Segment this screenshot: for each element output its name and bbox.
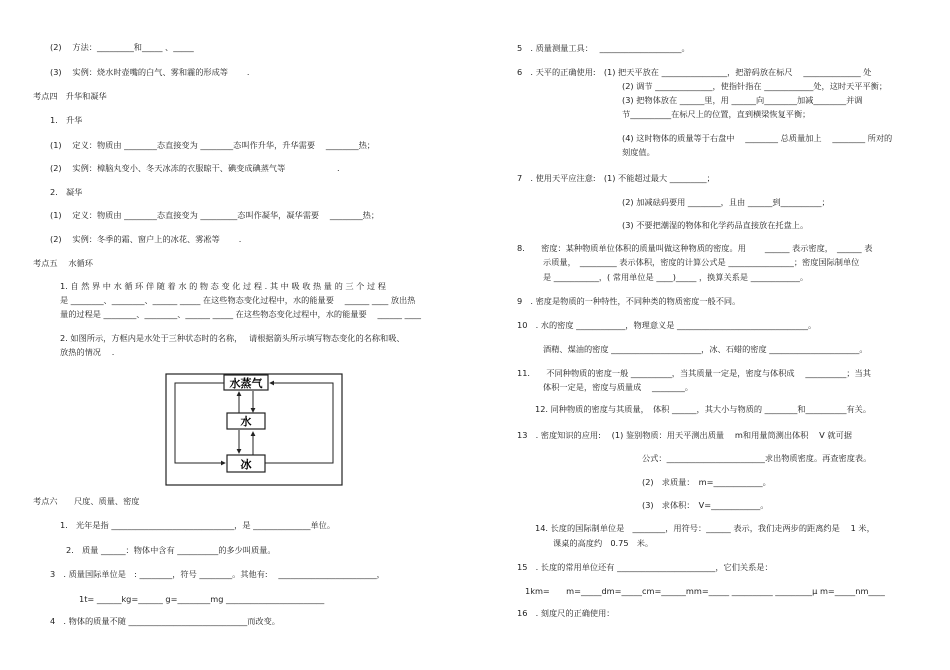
subheading: 2. 凝华 (50, 187, 83, 197)
text-line: 放热的情况 . (60, 347, 115, 357)
section-heading: 考点六 尺度、质量、密度 (33, 496, 140, 506)
text-line: (1) 定义：物质由 ________态直接变为 ________态叫作升华，升华需要 ________热； (50, 140, 375, 150)
text-line: 1t= ______kg=______ g=________mg ________________________ (79, 594, 325, 604)
water-cycle-diagram (165, 373, 343, 486)
text-line: 9 . 密度是物质的一种特性，不同种类的物质密度一般不同。 (517, 296, 741, 306)
text-line: 6 . 天平的正确使用: (1) 把天平放在 ________________，把游码放在标尺 ______________ 处 (517, 67, 872, 77)
text-line: (3) 把物体放在 ______里，用 ______向________加减________并调 (622, 95, 863, 105)
text-line: 5 . 质量测量工具： ____________________。 (517, 43, 690, 53)
text-line: (2) 调节 ______________，使指针指在 ____________处，这时天平平衡； (622, 81, 888, 91)
water-label: 水 (240, 415, 252, 428)
section-heading: 考点五 水循环 (33, 258, 93, 268)
text-line: 3 . 质量国际单位是 : ________，符号 ________。其他有: ________________________， (50, 569, 385, 579)
vapor-label: 水蒸气 (229, 377, 263, 390)
text-line: 量的过程是 ________、________、______ _____ 在这些物态变化过程中，水的能量要 ______ ____ (60, 309, 421, 319)
text-line: 11. 不同种物质的密度一般 __________，当其质量一定是，密度与体积成 __________；当其 (517, 368, 871, 378)
text-line: 12. 同种物质的密度与其质量， 体积 ______，其大小与物质的 ________和__________有关。 (535, 404, 872, 414)
text-line: (2) 实例：樟脑丸变小、冬天冰冻的衣服晾干、碘变成碘蒸气等 . (50, 163, 340, 173)
arrow-vapor-to-ice (175, 383, 225, 463)
text-line: 2. 如图所示，方框内是水处于三种状态时的名称， 请根据箭头所示填写物态变化的名称和吸、 (60, 333, 405, 343)
text-line: 1. 自 然 界 中 水 循 环 伴 随 着 水 的 物 态 变 化 过 程 . 其 中 吸 收 热 量 的 三 个 过 程 (60, 281, 386, 291)
text-line: 课桌的高度约 0.75 米。 (553, 538, 654, 548)
text-line: 14. 长度的国际制单位是 ________，用符号：______ 表示，我们走两步的距离约是 1 米， (535, 523, 875, 533)
section-heading: 考点四 升华和凝华 (33, 91, 107, 101)
text-line: (4) 这时物体的质量等于右盘中 ________ 总质量加上 ________ 所对的 (622, 133, 893, 143)
text-line: (2) 求质量： m=____________。 (642, 477, 771, 487)
text-line: 1. 光年是指 ______________________________，是 ______________单位。 (60, 520, 336, 530)
text-line: 1km= m=_____dm=_____cm=______mm=_____ __________ _________μ m=_____nm____ (525, 586, 885, 596)
text-line: 2. 质量 ______：物体中含有 __________的多少叫质量。 (66, 545, 276, 555)
text-line: (2) 方法：_________和_____ 、_____ (50, 42, 194, 52)
text-line: 体积一定是，密度与质量成 ________。 (543, 382, 693, 392)
text-line: (3) 求体积： V=____________。 (642, 500, 769, 510)
text-line: (1) 定义：物质由 ________态直接变为 _________态叫作凝华，凝华需要 ________热； (50, 210, 380, 220)
text-line: 是 ________、________、______ _____ 在这些物态变化过程中，水的能量要 ______ ____ 放出热 (60, 295, 416, 305)
text-line: 8. 密度：某种物质单位体积的质量叫做这种物质的密度。用 ______ 表示密度， ______ 表 (517, 243, 873, 253)
text-line: 酒精、煤油的密度 ______________________，冰、石蜡的密度 ______________________。 (543, 344, 868, 354)
text-line: (3) 实例：烧水时壶嘴的白气、雾和霾的形成等 . (50, 67, 250, 77)
arrow-ice-to-vapor (265, 383, 333, 463)
text-line: (2) 加减砝码要用 ________，且由 ______到__________； (622, 197, 830, 207)
text-line: 15 . 长度的常用单位还有 ________________________，它们关系是： (517, 562, 773, 572)
text-line: 公式：________________________求出物质密度。再查密度表。 (642, 453, 872, 463)
text-line: 16 . 刻度尺的正确使用： (517, 608, 615, 618)
text-line: (2) 实例：冬季的霜、窗户上的冰花、雾凇等 . (50, 234, 242, 244)
text-line: 是 ___________，( 常用单位是 ____)_____ ，换算关系是 ____________。 (543, 272, 809, 282)
text-line: 4 . 物体的质量不随 _____________________________而改变。 (50, 616, 280, 626)
text-line: 13 . 密度知识的应用: (1) 鉴别物质：用天平测出质量 m和用量筒测出体积 V 就可据 (517, 430, 852, 440)
text-line: 节__________在标尺上的位置，直到横梁恢复平衡； (622, 109, 811, 119)
subheading: 1. 升华 (50, 115, 83, 125)
text-line: (3) 不要把潮湿的物体和化学药品直接放在托盘上。 (622, 220, 809, 230)
text-line: 7 . 使用天平应注意: (1) 不能超过最大 _________； (517, 173, 715, 183)
text-line: 10 . 水的密度 ____________，物理意义是 ________________________________。 (517, 320, 817, 330)
text-line: 刻度值。 (622, 147, 655, 157)
text-line: 示质量， _________ 表示体积，密度的计算公式是 ________________；密度国际制单位 (543, 257, 860, 267)
ice-label: 冰 (240, 458, 252, 471)
